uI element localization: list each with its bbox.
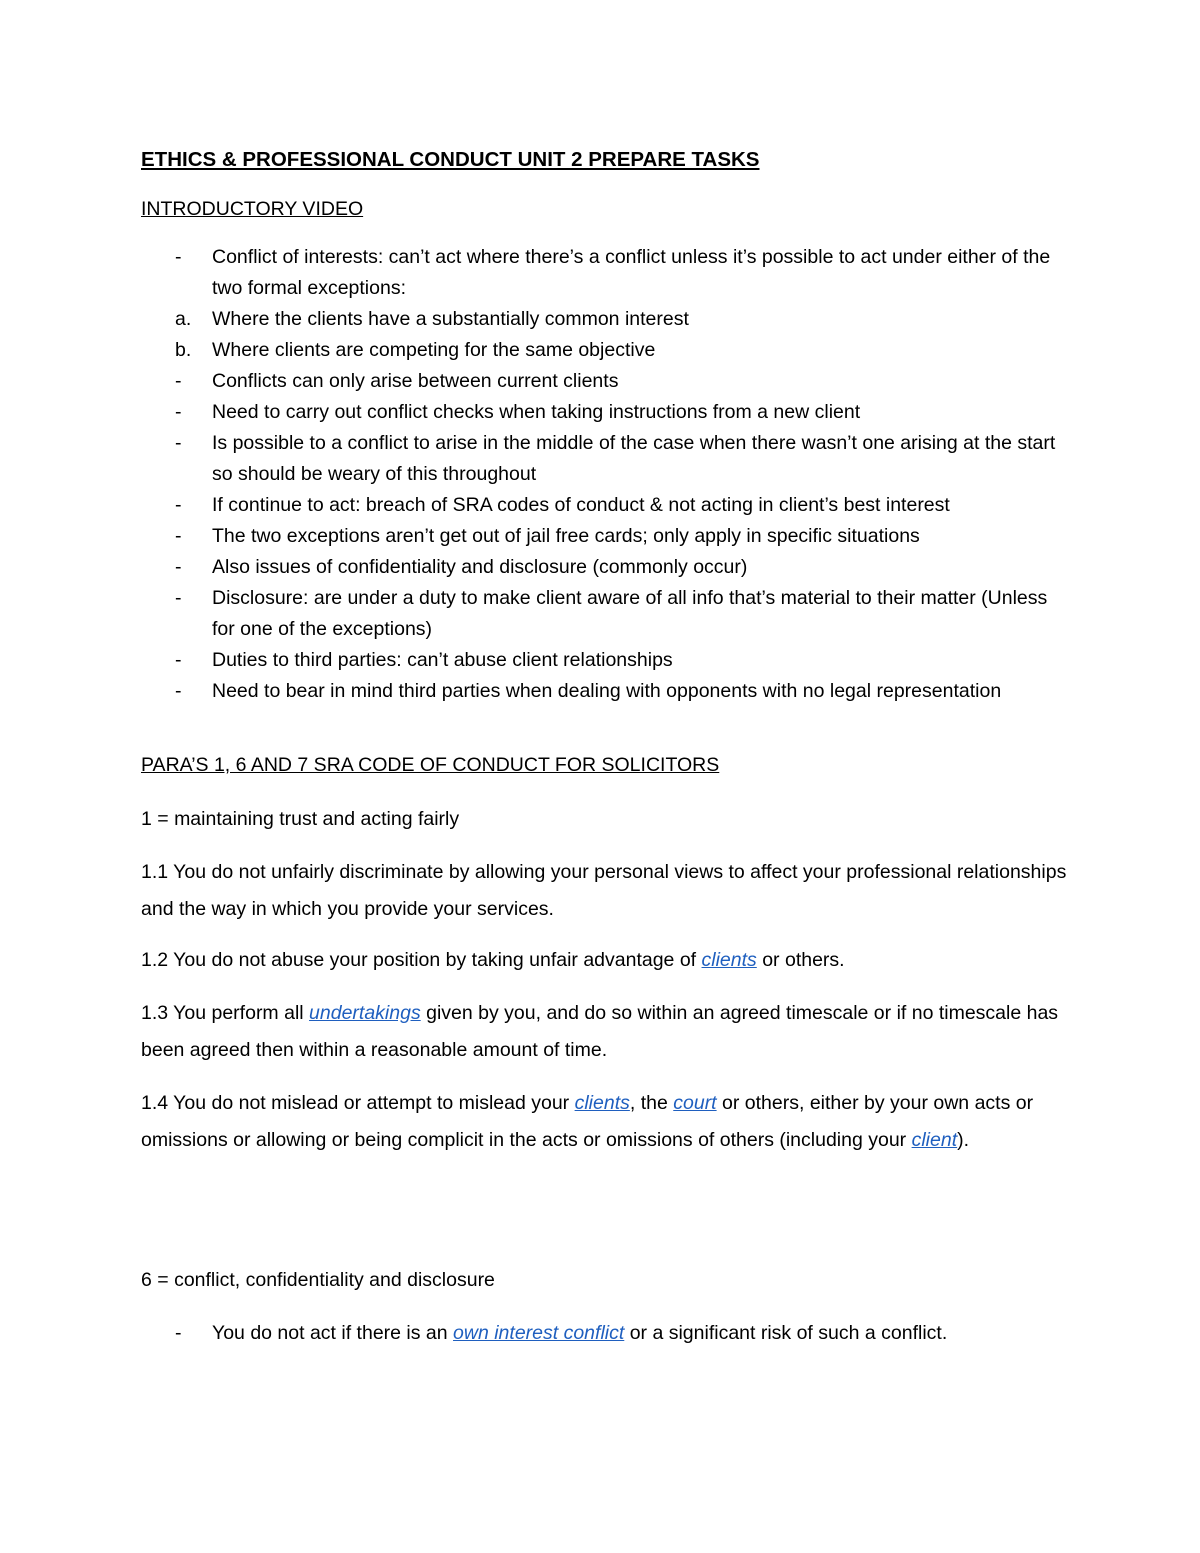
list-item-text: Conflicts can only arise between current clients [212,370,619,392]
intro-list [141,242,1061,707]
list-marker: - [175,370,182,392]
court-link[interactable]: court [673,1092,717,1114]
document-title: ETHICS & PROFESSIONAL CONDUCT UNIT 2 PREPARE TASKS [141,148,760,171]
para-1-3 [141,995,1071,1069]
list-item-text [212,1318,1071,1349]
list-item [141,490,1061,521]
list-item [141,552,1061,583]
clients-link[interactable]: clients [701,949,757,971]
para-text: given by you, and do so within an agreed timescale or if no timescale has been agreed then within a reasonable amount of time. [141,1002,1059,1061]
list-item-text: Need to bear in mind third parties when dealing with opponents with no legal representation [212,680,1002,702]
list-marker: - [175,401,182,423]
list-marker: - [175,1322,182,1344]
list-item-text: Duties to third parties: can’t abuse client relationships [212,649,673,671]
list-item [141,242,1061,304]
list-item [141,366,1061,397]
list-item-text: Where the clients have a substantially common interest [212,308,689,330]
list-item-text: If continue to act: breach of SRA codes of conduct & not acting in client’s best interest [212,494,950,516]
list-item [141,428,1061,490]
para-1-1: 1.1 You do not unfairly discriminate by allowing your personal views to affect your professional relationships and the way in which you provide your services. [141,861,1067,920]
intro-heading: INTRODUCTORY VIDEO [141,198,364,220]
para-text: ). [957,1129,970,1151]
list-marker: - [175,494,182,516]
list-marker: - [175,649,182,671]
undertakings-link[interactable]: undertakings [309,1002,421,1024]
sra-heading: PARA’S 1, 6 AND 7 SRA CODE OF CONDUCT FOR SOLICITORS [141,754,720,776]
list-item [141,645,1061,676]
para-text: or a significant risk of such a conflict. [624,1322,948,1344]
para6-bullet [141,1318,1071,1349]
list-marker: - [175,680,182,702]
list-marker: - [175,587,182,609]
list-item-text: Also issues of confidentiality and disclosure (commonly occur) [212,556,748,578]
list-item [141,397,1061,428]
para6-heading: 6 = conflict, confidentiality and disclosure [141,1269,495,1291]
list-marker: - [175,432,182,454]
list-marker: a. [175,308,192,330]
list-marker: b. [175,339,192,361]
list-item-text: Is possible to a conflict to arise in the middle of the case when there wasn’t one arising at the start so should be weary of this throughout [212,432,1056,485]
para-text: 1.4 You do not mislead or attempt to mislead your [141,1092,575,1114]
list-item [141,676,1061,707]
para-1-2 [141,942,1071,979]
list-marker: - [175,525,182,547]
list-item [141,335,1061,366]
list-item-text: Need to carry out conflict checks when taking instructions from a new client [212,401,861,423]
para-1-4 [141,1085,1071,1159]
list-item-text: The two exceptions aren’t get out of jail free cards; only apply in specific situations [212,525,920,547]
client-link[interactable]: client [911,1129,958,1151]
para1-heading: 1 = maintaining trust and acting fairly [141,808,460,830]
own-interest-conflict-link[interactable]: own interest conflict [453,1322,625,1344]
list-marker: - [175,556,182,578]
para-text: 1.3 You perform all [141,1002,310,1024]
list-item-text: Where clients are competing for the same objective [212,339,656,361]
para-text: or others. [756,949,845,971]
list-item [141,521,1061,552]
list-item-text: Conflict of interests: can’t act where there’s a conflict unless it’s possible to act under either of the two formal exceptions: [212,246,1051,299]
list-item [141,583,1061,645]
para-text: or others, either by your own acts or omissions or allowing or being complicit in the acts or omissions of others (including your [141,1092,1034,1151]
para-text: You do not act if there is an [212,1322,454,1344]
list-item-text: Disclosure: are under a duty to make client aware of all info that’s material to their matter (Unless for one of the exceptions) [212,587,1048,640]
para-text: , the [629,1092,674,1114]
list-marker: - [175,246,182,268]
clients-link[interactable]: clients [574,1092,630,1114]
list-item [141,304,1061,335]
para-text: 1.2 You do not abuse your position by taking unfair advantage of [141,949,702,971]
